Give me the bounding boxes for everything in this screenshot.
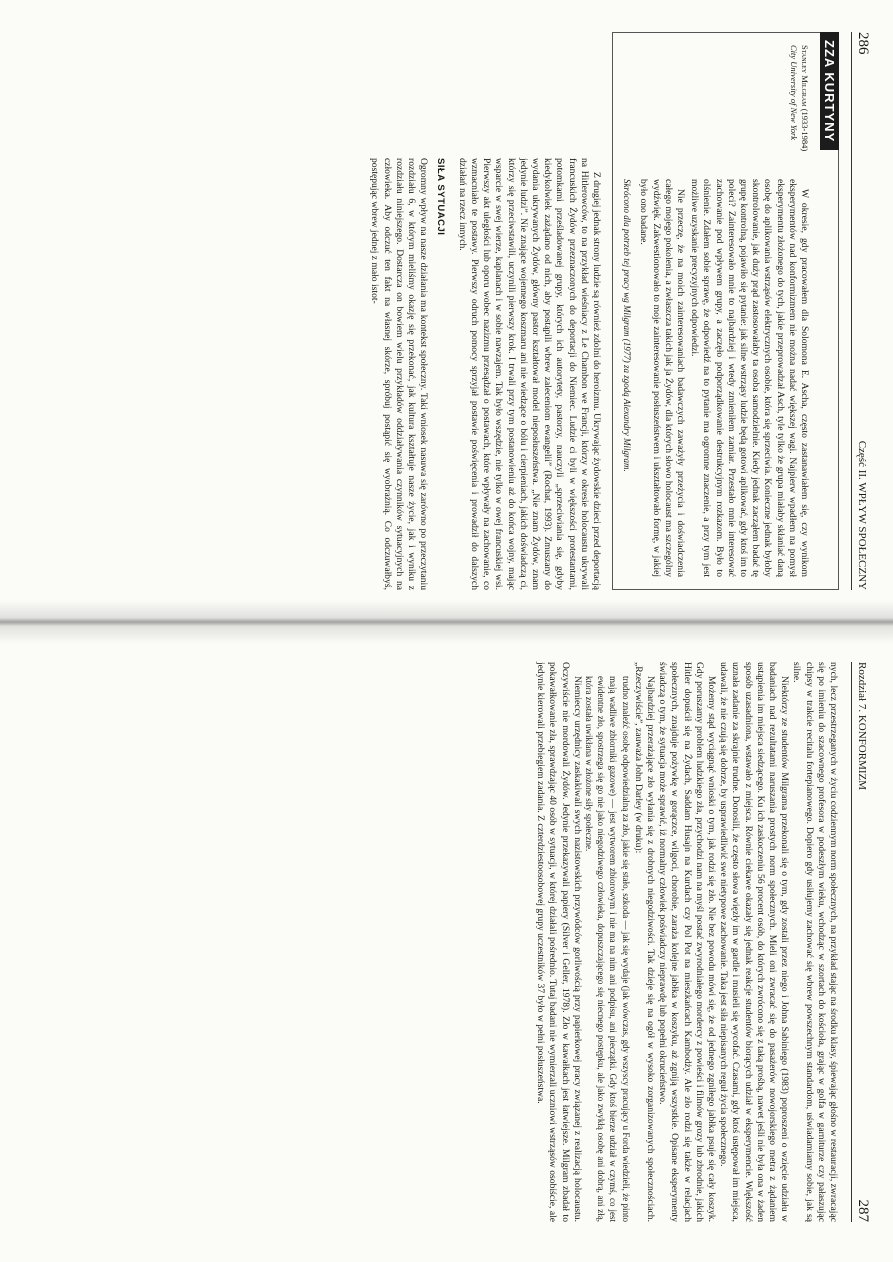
box-paragraph: Nie przeczę, że na moich zainteresowaniach badawczych zaważyły przeżycia i doświadczenia całego mojego pokolenia, a zwłaszcza takich jak ja Żydów, dla których słowo holocaust ma szczególny wydźwięk. Zakwestionowało to moje zainteresowanie posłuszeństwem i ukształtowało formę, w jakiej było ono badane. bbox=[638, 179, 686, 577]
right-page bbox=[0, 640, 893, 1262]
box-paragraph: W okresie, gdy pracowałem dla Solomona E. Ascha, często zastanawiałem się, czy wynikom eksperymentów nad konformizmem nie można nadać większej wagi. Najpierw wpadłem na pomysł eksperymentu złożonego do tych, jakie przeprowadzał Asch, tyle tylko że grupa miałaby skłaniać daną osobę do aplikowania wstrząsów elektrycznych osobie, która się sprzeciwia. Konieczne jednak byłoby skontrolowanie, jak duży prąd zastosowałaby ta osoba samodzielnie. Kiedy jednak zacząłem badać tę grupę kontrolną, pojawiło się pytanie: jak silne wstrząsy ludzie będą gotowi aplikować, gdy ktoś im to poleci? Zainteresowało mnie to najbardziej i wtedy zmieniłem zamiar. Przestało mnie interesować zachowanie pod wpływem grupy, a zaczęło podporządkowanie destrukcyjnym rozkazom. Było to olśnienie. Zdałem sobie sprawę, że odpowiedź na to pytanie ma ogromne znaczenie, a przy tym jest możliwe uzyskanie precyzyjnych odpowiedzi. bbox=[689, 179, 810, 577]
box-author-name: Stanley Milgram (1933-1984) bbox=[800, 45, 810, 152]
box-caption: Skrócono dla potrzeb tej pracy wg Milgram (1977) za zgodą Alexandry Milgram. bbox=[622, 179, 633, 472]
right-body-text bbox=[534, 662, 839, 1222]
body-paragraph: Najbardziej przerażające zło wyłania się z drobnych niegodziwości. Tak dzieje się na ogół w wysoko zorganizowanych społecznościach. „Rzeczywiście”, zauważa John Darley (w druku): bbox=[632, 662, 656, 1222]
left-page bbox=[0, 0, 893, 610]
running-header-right bbox=[851, 662, 871, 1222]
left-body-text bbox=[368, 32, 602, 590]
book-gutter bbox=[0, 600, 893, 644]
box-author-affiliation: City University of New York bbox=[789, 45, 799, 141]
body-paragraph: Możemy stąd wyciągnąć wnioski o tym, jak rodzi się zło. Nie bez powodu mówi się, że od jednego zgniłego jabłka psuje się cały koszyk. Gdy poruszamy problem ludzkiego zła, przychodzi nam na myśl postać zwyrodniałego mordercy z powieści i filmów grozy lub zbrodnie, jakich Hitler dopuścił się na Żydach, Saddam Husajn na Kurdach czy Pol Pot na mieszkańcach Kambodży. Ale zło rodzi się także w relacjach społecznych, znajduje pożywkę w gorączce, wilgoci, chorobie, zaraża kolejne jabłka w koszyku, aż zgniją wszystkie. Opisane eksperymenty świadczą o tym, że sytuacja może sprawić, iż normalny człowiek poświadczy nieprawdę lub popełni okrucieństwo. bbox=[657, 662, 717, 1222]
page-number-right: 287 bbox=[855, 1199, 871, 1222]
running-header-left bbox=[851, 32, 871, 590]
page-number-left: 286 bbox=[855, 32, 871, 55]
body-paragraph: nych, lecz przestrzeganych w życiu codziennym norm społecznych, na przykład stając na środku klasy, śpiewając głośno w restauracji, zwracając się po imieniu do szacownego profesora w podeszłym wieku, wchodząc w szortach do kościoła, grając w golfa w garniturze czy pałaszując chipsy w trakcie recitalu fortepianowego. Dopiero gdy usiłujemy zachować się wbrew powszechnym standardom, uświadamiamy sobie, jak są silne. bbox=[791, 662, 839, 1222]
box-title: ZZA KURTYNY bbox=[820, 32, 839, 150]
body-paragraph: Niemieccy urzędnicy zaskakiwali swych nazistowskich przywódców gorliwością przy papierkowej pracy związanej z realizacją holocaustu. Oczywiście nie mordowali Żydów. Jedynie przekazywali papiery (Silver i Geller, 1978). Zło w kawałkach jest łatwiejsze. Milgram zbadał to pokawałkowanie zła, sprawdzając 40 osób w sytuacji, w której działali pośrednio. Tutaj badani nie wymierzali uczniowi wstrząsów osobiście, ale jedynie kierowali przebiegiem zadania. Z czterdziestoosobowej grupy uczestników 37 było w pełni posłuszeństwa. bbox=[535, 662, 583, 1222]
box-author-attribution bbox=[621, 45, 810, 165]
box-text bbox=[621, 179, 810, 577]
block-quote: trudno znaleźć osobę odpowiedzialną za zło, jakie się stało, szkoda — jak się wydaje (jak wówczas, gdy wszyscy pracujący u Forda wiedzieli, że pinto mają wadliwe zbiorniki gazowe) — jest wytworem zbiorowym i nie ma na nim ani podpisu, ani pieczątki. Gdy ktoś bierze udział w czymś, co jest ewidentne zło, spostrzega się go nie jako niegodziwego człowieka, dopuszczającego się niecnego postępku, ale jako zwykłą osobę ani dobrą, ani złą, która została uwikłana w złożone siły społeczne. bbox=[583, 676, 631, 1222]
running-head-right: Rozdział 7. KONFORMIZM bbox=[856, 662, 868, 791]
running-head-left: Część II. WPŁYW SPOŁECZNY bbox=[856, 440, 868, 590]
behind-the-curtain-box bbox=[612, 32, 839, 590]
body-paragraph: Z drugiej jednak strony ludzie są również zdolni do heroizmu. Ukrywając żydowskie dzieci przed deportacją na Hitlerowców, to na przykład wieśniacy z Le Chambon we Francji, którzy w okresie holocaustu ukrywali francuskich Żydów przeznaczonych do deportacji do Niemiec. Ludzie ci byli w większości protestantami, potomkami prześladowanej grupy, których ich autorytety, pastorzy, nauczyli „sprzeciwiania się, gdyby kiedykolwiek zażądano od nich, aby postąpili wbrew zaleceniom ewangelii” (Rochat, 1993). Zmuszany do wydania ukrywanych Żydów, główny pastor kształtował model nieposłuszeństwa. „Nie znam Żydów, znam jedynie ludzi”. Nie znające wojennego koszmaru ani nie wiedzące o bólu i cierpieniach, jakich doświadczą ci, którzy się przeciwstawili, uczynili pierwszy krok. I trwali przy tym postanowieniu aż do końca wojny, mając wsparcie w swej wierze, kaplanach i w sobie nawzajem. Tak było wszędzie, nie tylko w owej francuskiej wsi. Pierwszy akt uległości lub oporu wobec nazizmu przesądzał o postawach, które wpływały na zachowanie, co wzmacniało te postawy. Pierwszy odruch pomocy sprzyjał postawie poświęcenia i prowadził do dalszych działań na rzecz innych. bbox=[456, 158, 602, 590]
section-heading: SIŁA SYTUACJI bbox=[434, 158, 446, 236]
body-paragraph: Ogromny wpływ na nasze działania ma kontekst społeczny. Taki wniosek nasuwa się zarówno po przeczytaniu rozdziału 6, w którym mieliśmy okazję się przekonać, jak kultura kształtuje nasze życie, jak i wyniku z rozdziału niniejszego. Dostarcza on bowiem wielu przykładów oddziaływania czynników sytuacyjnych na człowieka. Aby odczuć ten fakt na własnej skórze, spróbuj postąpić się wyobrażnią. Co odczuwałbyś, postępując wbrew jednej z mało istot- bbox=[369, 158, 430, 590]
body-paragraph: Niektórzy ze studentów Milgrama przekonali się o tym, gdy zostali przez niego i Johna Sabiniego (1983) poproszeni o wzięcie udziału w badaniach nad rezultatami naruszania prostych norm społecznych. Mieli oni zwracać się do pasażerów nowojorskiego metra z żądaniem ustąpienia im miejsca siedzącego. Ku ich zaskoczeniu 56 procent osób, do których zwrócono się z taką prośbą, nawet jeśli nie była ona w żaden sposób uzasadniona, wstawało z miejsca. Równie ciekawe okazały się jednak reakcje studentów biorących udział w eksperymencie. Większość uznała zadanie za skrajnie trudne. Donosili, że często słowa więzły im w gardle i musieli się wycofać. Czasami, gdy ktoś ustępował im miejsca, udawali, że nie czują się dobrze, by usprawiedliwić swe nietypowe zachowanie. Taka jest siła niepisanych reguł życia społecznego. bbox=[718, 662, 791, 1222]
